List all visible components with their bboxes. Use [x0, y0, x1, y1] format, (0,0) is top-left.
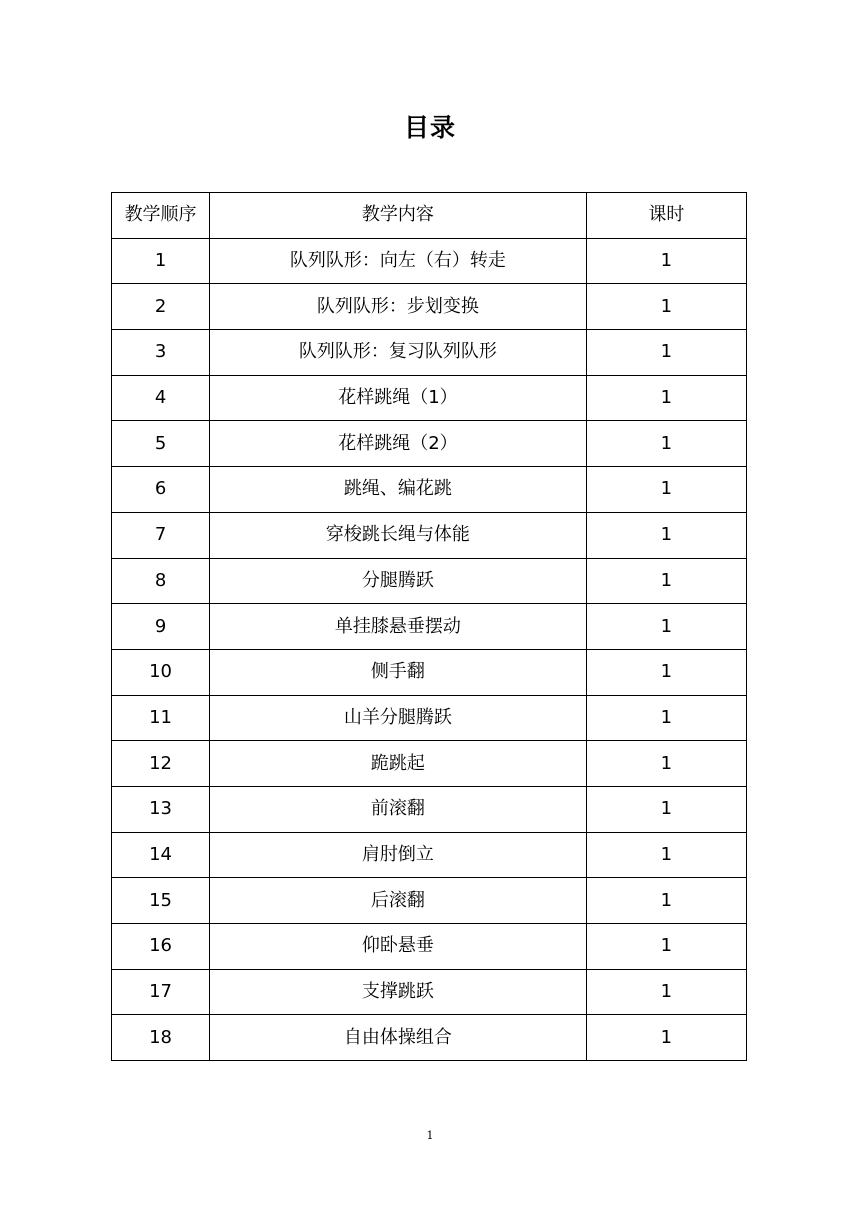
- cell-content: 队列队形：复习队列队形: [210, 330, 587, 376]
- cell-hours: 1: [586, 1015, 746, 1061]
- table-row: [112, 238, 747, 284]
- cell-hours: 1: [586, 238, 746, 284]
- cell-order: 3: [112, 330, 210, 376]
- cell-order: 11: [112, 695, 210, 741]
- table-header-row: [112, 193, 747, 239]
- cell-order: 16: [112, 924, 210, 970]
- table-row: [112, 375, 747, 421]
- cell-hours: 1: [586, 924, 746, 970]
- cell-hours: 1: [586, 284, 746, 330]
- cell-order: 15: [112, 878, 210, 924]
- cell-order: 4: [112, 375, 210, 421]
- cell-order: 5: [112, 421, 210, 467]
- table-row: [112, 512, 747, 558]
- table-row: [112, 924, 747, 970]
- cell-content: 仰卧悬垂: [210, 924, 587, 970]
- cell-content: 队列队形：向左（右）转走: [210, 238, 587, 284]
- cell-content: 跪跳起: [210, 741, 587, 787]
- cell-content: 队列队形：步划变换: [210, 284, 587, 330]
- page-number: 1: [426, 1129, 434, 1142]
- cell-order: 10: [112, 649, 210, 695]
- cell-hours: 1: [586, 695, 746, 741]
- page-title: 目录: [403, 113, 456, 142]
- table-row: [112, 786, 747, 832]
- cell-hours: 1: [586, 786, 746, 832]
- cell-order: 17: [112, 969, 210, 1015]
- cell-order: 6: [112, 467, 210, 513]
- cell-content: 肩肘倒立: [210, 832, 587, 878]
- table-row: [112, 330, 747, 376]
- table-row: [112, 604, 747, 650]
- cell-order: 9: [112, 604, 210, 650]
- cell-content: 花样跳绳（2）: [210, 421, 587, 467]
- cell-order: 8: [112, 558, 210, 604]
- cell-order: 13: [112, 786, 210, 832]
- cell-hours: 1: [586, 512, 746, 558]
- table-row: [112, 649, 747, 695]
- header-order: 教学顺序: [112, 193, 210, 239]
- cell-order: 14: [112, 832, 210, 878]
- cell-order: 2: [112, 284, 210, 330]
- table-row: [112, 969, 747, 1015]
- cell-hours: 1: [586, 375, 746, 421]
- cell-content: 花样跳绳（1）: [210, 375, 587, 421]
- cell-order: 12: [112, 741, 210, 787]
- cell-content: 后滚翻: [210, 878, 587, 924]
- table-row: [112, 284, 747, 330]
- cell-hours: 1: [586, 604, 746, 650]
- cell-hours: 1: [586, 649, 746, 695]
- table-row: [112, 558, 747, 604]
- cell-content: 跳绳、编花跳: [210, 467, 587, 513]
- table-row: [112, 1015, 747, 1061]
- cell-hours: 1: [586, 741, 746, 787]
- header-hours: 课时: [586, 193, 746, 239]
- table-row: [112, 421, 747, 467]
- header-content: 教学内容: [210, 193, 587, 239]
- cell-hours: 1: [586, 832, 746, 878]
- table-row: [112, 832, 747, 878]
- cell-content: 侧手翻: [210, 649, 587, 695]
- cell-content: 分腿腾跃: [210, 558, 587, 604]
- table-row: [112, 695, 747, 741]
- cell-hours: 1: [586, 558, 746, 604]
- table-row: [112, 878, 747, 924]
- cell-order: 18: [112, 1015, 210, 1061]
- cell-hours: 1: [586, 969, 746, 1015]
- cell-content: 自由体操组合: [210, 1015, 587, 1061]
- cell-hours: 1: [586, 330, 746, 376]
- table-row: [112, 467, 747, 513]
- cell-content: 穿梭跳长绳与体能: [210, 512, 587, 558]
- cell-order: 7: [112, 512, 210, 558]
- cell-hours: 1: [586, 878, 746, 924]
- table-row: [112, 741, 747, 787]
- cell-order: 1: [112, 238, 210, 284]
- cell-hours: 1: [586, 421, 746, 467]
- cell-content: 山羊分腿腾跃: [210, 695, 587, 741]
- cell-content: 前滚翻: [210, 786, 587, 832]
- cell-content: 支撑跳跃: [210, 969, 587, 1015]
- cell-content: 单挂膝悬垂摆动: [210, 604, 587, 650]
- toc-table: [111, 192, 747, 1061]
- cell-hours: 1: [586, 467, 746, 513]
